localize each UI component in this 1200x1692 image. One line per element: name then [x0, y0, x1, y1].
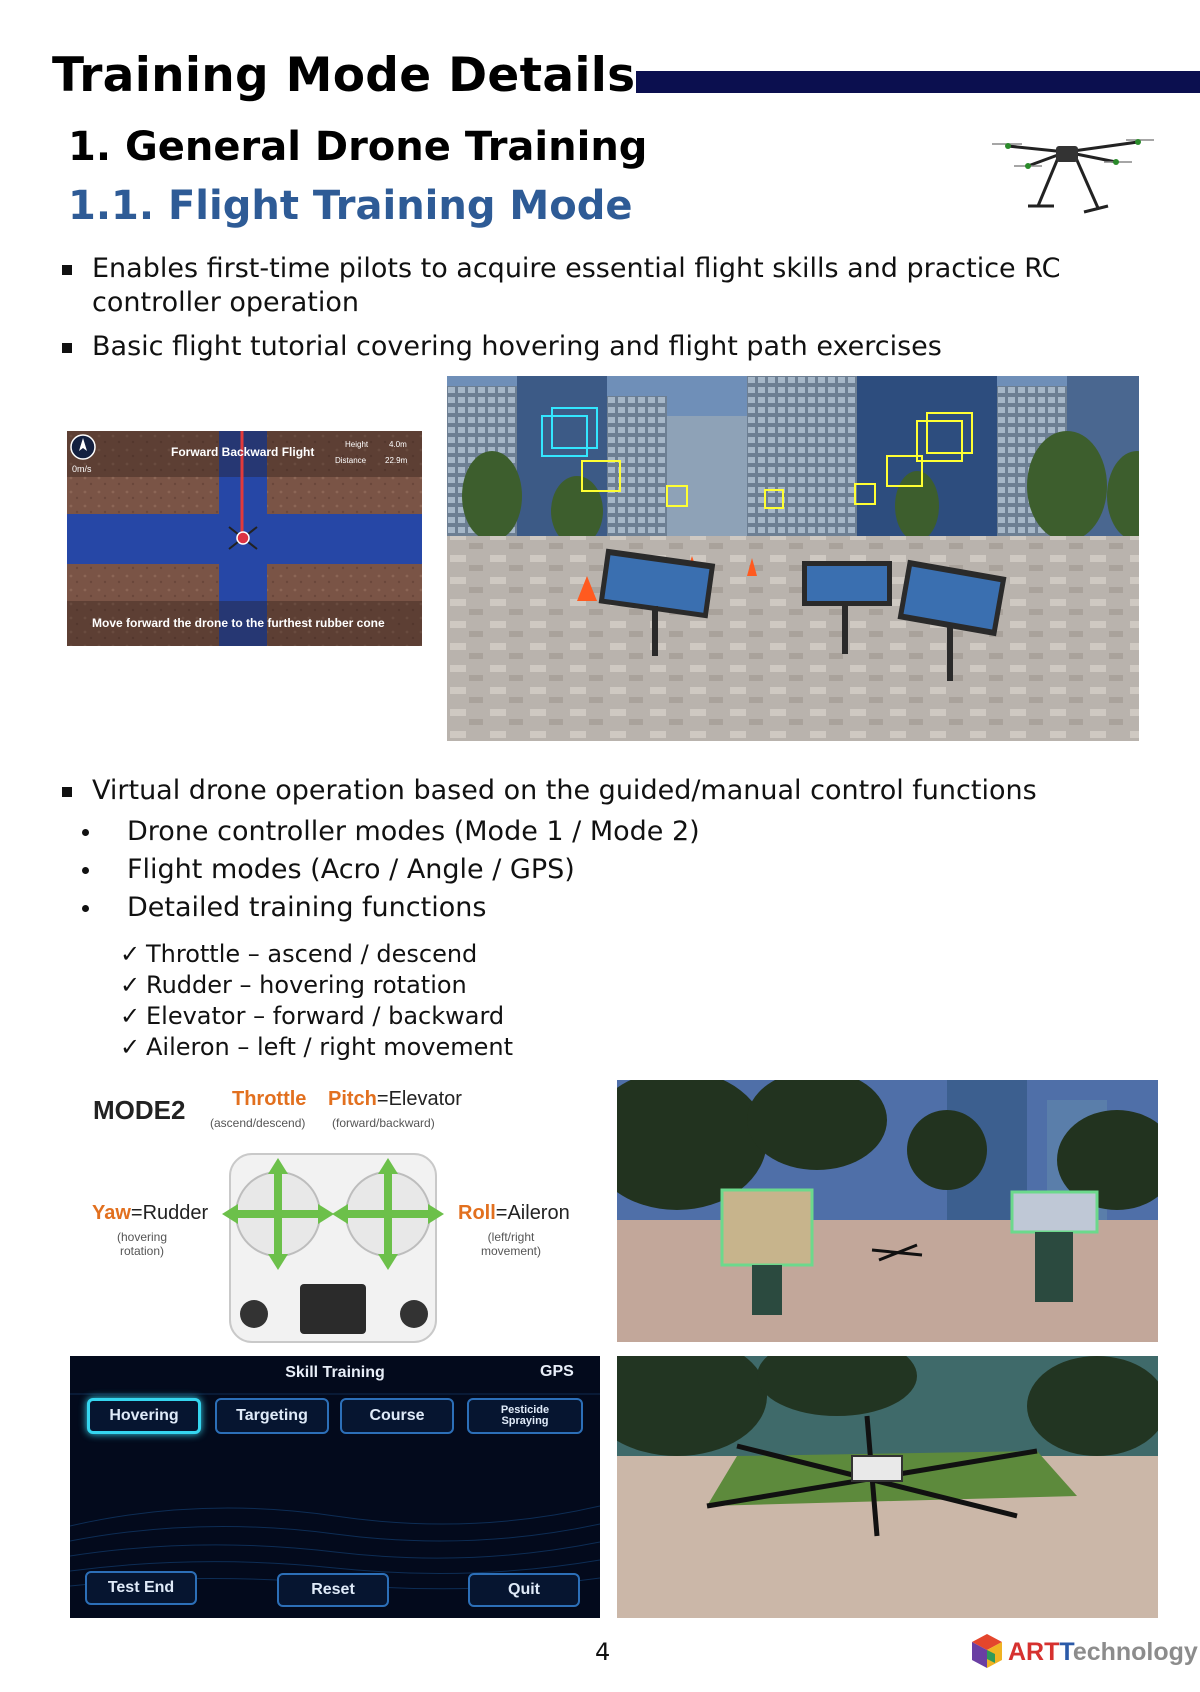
pitch-label: Pitch=Elevator	[328, 1088, 462, 1110]
checkmark-icon: ✓	[120, 1002, 141, 1030]
city-training-scene-image	[447, 376, 1139, 741]
tab-pesticide-spraying[interactable]: Pesticide Spraying	[467, 1398, 583, 1434]
control-main-bullet	[62, 774, 1112, 808]
control-main-bullet-text: Virtual drone operation based on the guided/manual control functions	[92, 775, 1037, 806]
round-bullet-icon	[82, 829, 89, 836]
test-end-button[interactable]: Test End	[85, 1571, 197, 1605]
square-bullet-icon	[62, 265, 72, 275]
control-bullet-list	[62, 774, 1112, 925]
check-item: ✓ Rudder – hovering rotation	[120, 971, 467, 999]
controller-diagram	[70, 1080, 590, 1350]
page-number: 4	[595, 1638, 611, 1666]
check-item: ✓ Aileron – left / right movement	[120, 1033, 514, 1061]
intro-bullet	[62, 252, 1112, 320]
quit-button[interactable]: Quit	[468, 1573, 580, 1607]
height-label: Height	[345, 440, 369, 449]
tab-targeting[interactable]: Targeting	[215, 1398, 329, 1434]
park-training-scene-image	[617, 1080, 1158, 1342]
drone-header-image	[988, 128, 1156, 220]
skill-training-screen	[70, 1356, 600, 1618]
intro-bullet-text: Basic flight tutorial covering hovering and flight path exercises	[92, 331, 942, 362]
page-title: Training Mode Details	[52, 48, 636, 103]
subsection-heading: 1.1. Flight Training Mode	[68, 183, 633, 229]
square-bullet-icon	[62, 343, 72, 353]
check-item: ✓ Throttle – ascend / descend	[120, 940, 478, 968]
drone-closeup-scene-image	[617, 1356, 1158, 1618]
section-heading: 1. General Drone Training	[68, 124, 648, 170]
checkmark-icon: ✓	[120, 1033, 141, 1061]
roll-note: (left/right movement)	[480, 1230, 542, 1258]
round-bullet-icon	[82, 905, 89, 912]
pitch-note: (forward/backward)	[332, 1116, 435, 1130]
tutorial-screen	[67, 431, 422, 646]
checkmark-icon: ✓	[120, 971, 141, 999]
check-list	[120, 939, 513, 1063]
tutorial-title: Forward Backward Flight	[171, 445, 315, 459]
speed-readout: 0m/s	[72, 464, 92, 474]
rc-controller-image	[222, 1144, 444, 1349]
yaw-note: (hovering rotation)	[116, 1230, 168, 1258]
control-sub-bullet: Detailed training functions	[62, 891, 1112, 925]
roll-label: Roll=Aileron	[458, 1202, 570, 1224]
throttle-note: (ascend/descend)	[210, 1116, 306, 1130]
intro-bullet	[62, 330, 1112, 364]
tutorial-grid-image	[67, 431, 422, 646]
distance-value: 22.9m	[385, 456, 408, 465]
throttle-label: Throttle	[232, 1088, 307, 1110]
skill-training-title: Skill Training	[285, 1364, 385, 1381]
check-item: ✓ Elevator – forward / backward	[120, 1002, 505, 1030]
mode-label: MODE2	[93, 1095, 186, 1125]
height-value: 4.0m	[389, 440, 407, 449]
checkmark-icon: ✓	[120, 940, 141, 968]
yaw-label: Yaw=Rudder	[92, 1202, 209, 1224]
control-sub-bullet: Drone controller modes (Mode 1 / Mode 2)	[62, 815, 1112, 849]
intro-bullet-list	[62, 252, 1112, 364]
reset-button[interactable]: Reset	[277, 1573, 389, 1607]
brand-cube-icon	[970, 1632, 1004, 1670]
brand-logo: ARTTechnology	[1008, 1638, 1198, 1666]
distance-label: Distance	[335, 456, 367, 465]
control-sub-bullet: Flight modes (Acro / Angle / GPS)	[62, 853, 1112, 887]
tab-hovering[interactable]: Hovering	[87, 1398, 201, 1434]
square-bullet-icon	[62, 787, 72, 797]
gps-mode-label: GPS	[540, 1363, 574, 1380]
intro-bullet-text: Enables first-time pilots to acquire essential flight skills and practice RC controller operation	[92, 253, 1061, 318]
tutorial-instruction: Move forward the drone to the furthest rubber cone	[92, 616, 385, 630]
title-divider-bar	[636, 71, 1200, 93]
round-bullet-icon	[82, 867, 89, 874]
tab-course[interactable]: Course	[340, 1398, 454, 1434]
